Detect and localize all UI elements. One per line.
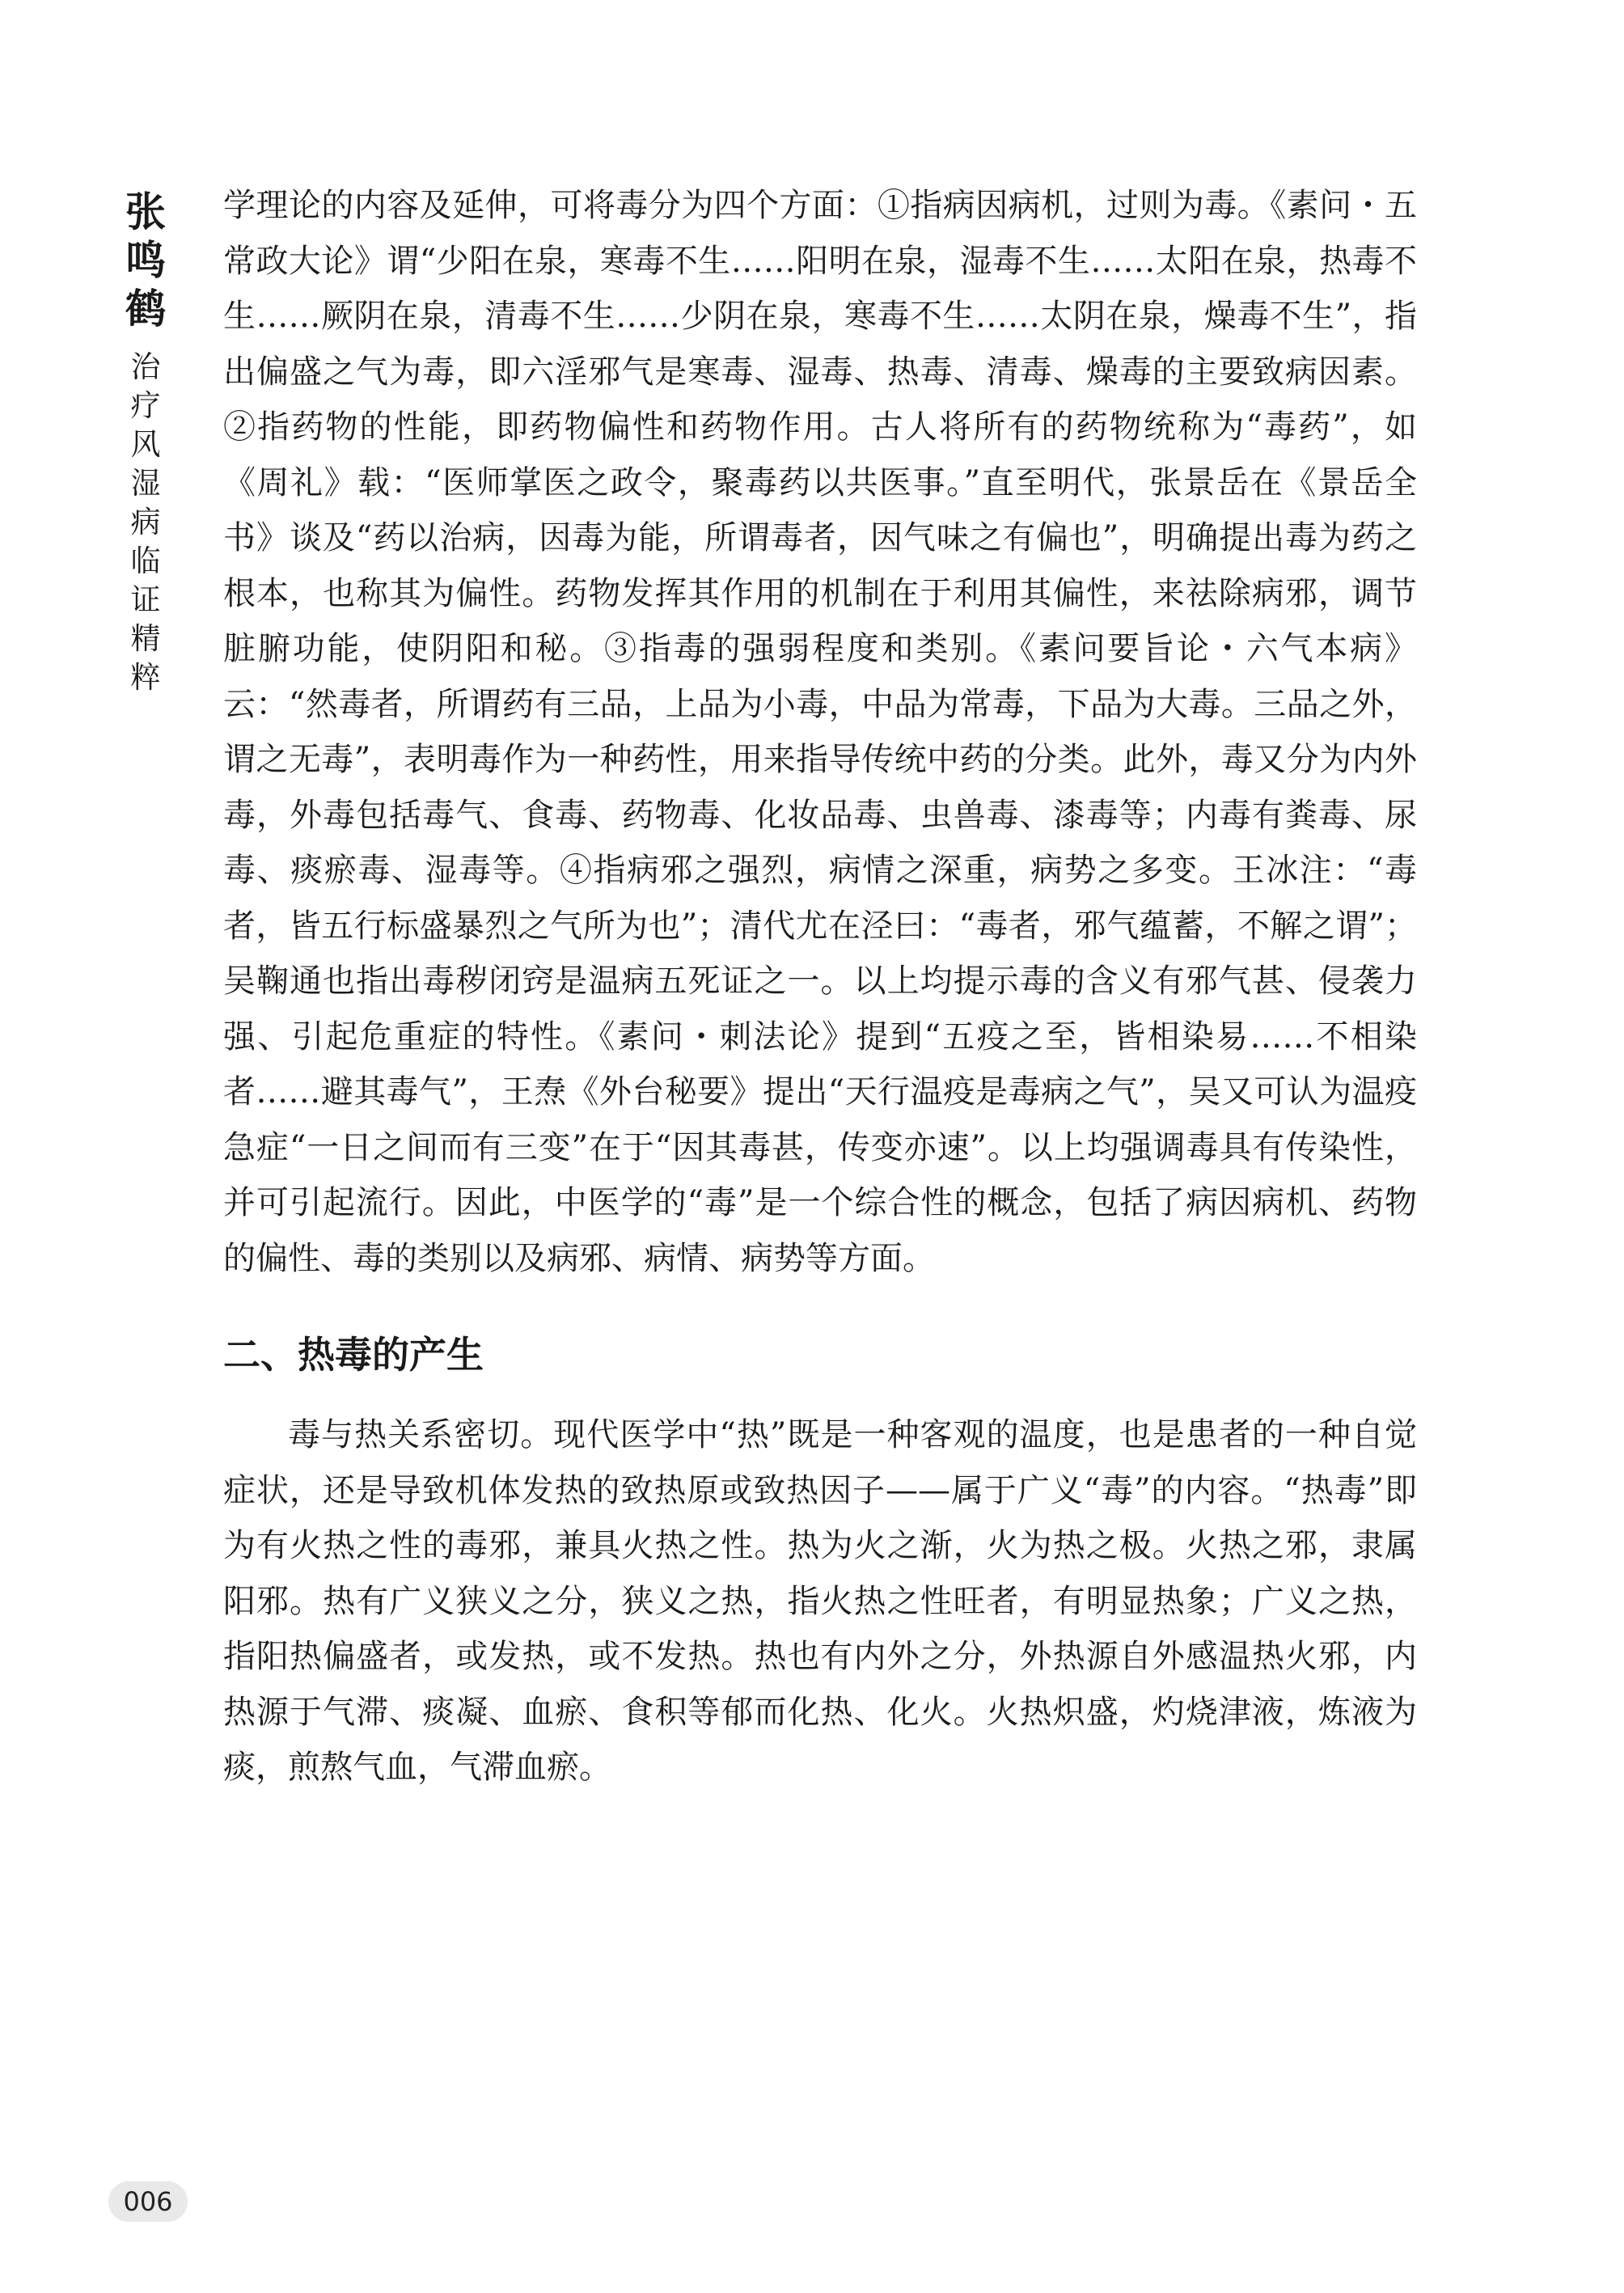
paragraph-heat-toxin: 毒与热关系密切。现代医学中“热”既是一种客观的温度，也是患者的一种自觉症状，还是导致机体发热的致热原或致热因子——属于广义“毒”的内容。“热毒”即为有火热之性的毒邪，兼具火热之性。热为火之渐，火为热之极。火热之邪，隶属阳邪。热有广义狭义之分，狭义之热，指火热之性旺者，有明显热象；广义之热，指阳热偏盛者，或发热，或不发热。热也有内外之分，外热源自外感温热火邪，内热源于气滞、痰凝、血瘀、食积等郁而化热、化火。火热炽盛，灼烧津液，炼液为痰，煎熬气血，气滞血瘀。 <box>223 1416 1417 1786</box>
book-title: 治疗风湿病临证精粹 <box>130 349 161 695</box>
main-text <box>223 178 1417 1796</box>
paragraph-continued: 学理论的内容及延伸，可将毒分为四个方面：①指病因病机，过则为毒。《素问・五常政大论》谓“少阳在泉，寒毒不生……阳明在泉，湿毒不生……太阳在泉，热毒不生……厥阴在泉，清毒不生……少阴在泉，寒毒不生……太阴在泉，燥毒不生”，指出偏盛之气为毒，即六淫邪气是寒毒、湿毒、热毒、清毒、燥毒的主要致病因素。②指药物的性能，即药物偏性和药物作用。古人将所有的药物统称为“毒药”，如《周礼》载：“医师掌医之政令，聚毒药以共医事。”直至明代，张景岳在《景岳全书》谈及“药以治病，因毒为能，所谓毒者，因气味之有偏也”，明确提出毒为药之根本，也称其为偏性。药物发挥其作用的机制在于利用其偏性，来祛除病邪，调节脏腑功能，使阴阳和秘。③指毒的强弱程度和类别。《素问要旨论・六气本病》云：“然毒者，所谓药有三品，上品为小毒，中品为常毒，下品为大毒。三品之外，谓之无毒”，表明毒作为一种药性，用来指导传统中药的分类。此外，毒又分为内外毒，外毒包括毒气、食毒、药物毒、化妆品毒、虫兽毒、漆毒等；内毒有粪毒、尿毒、痰瘀毒、湿毒等。④指病邪之强烈，病情之深重，病势之多变。王冰注：“毒者，皆五行标盛暴烈之气所为也”；清代尤在泾曰：“毒者，邪气蕴蓄，不解之谓”；吴鞠通也指出毒秽闭窍是温病五死证之一。以上均提示毒的含义有邪气甚、侵袭力强、引起危重症的特性。《素问・刺法论》提到“五疫之至，皆相染易……不相染者……避其毒气”，王焘《外台秘要》提出“天行温疫是毒病之气”，吴又可认为温疫急症“一日之间而有三变”在于“因其毒甚，传变亦速”。以上均强调毒具有传染性，并可引起流行。因此，中医学的“毒”是一个综合性的概念，包括了病因病机、药物的偏性、毒的类别以及病邪、病情、病势等方面。 <box>223 187 1417 1277</box>
section-heading: 二、热毒的产生 <box>223 1333 484 1377</box>
running-header <box>121 188 170 697</box>
page-number: 006 <box>108 2181 188 2222</box>
book-author: 张鸣鹤 <box>125 188 166 332</box>
